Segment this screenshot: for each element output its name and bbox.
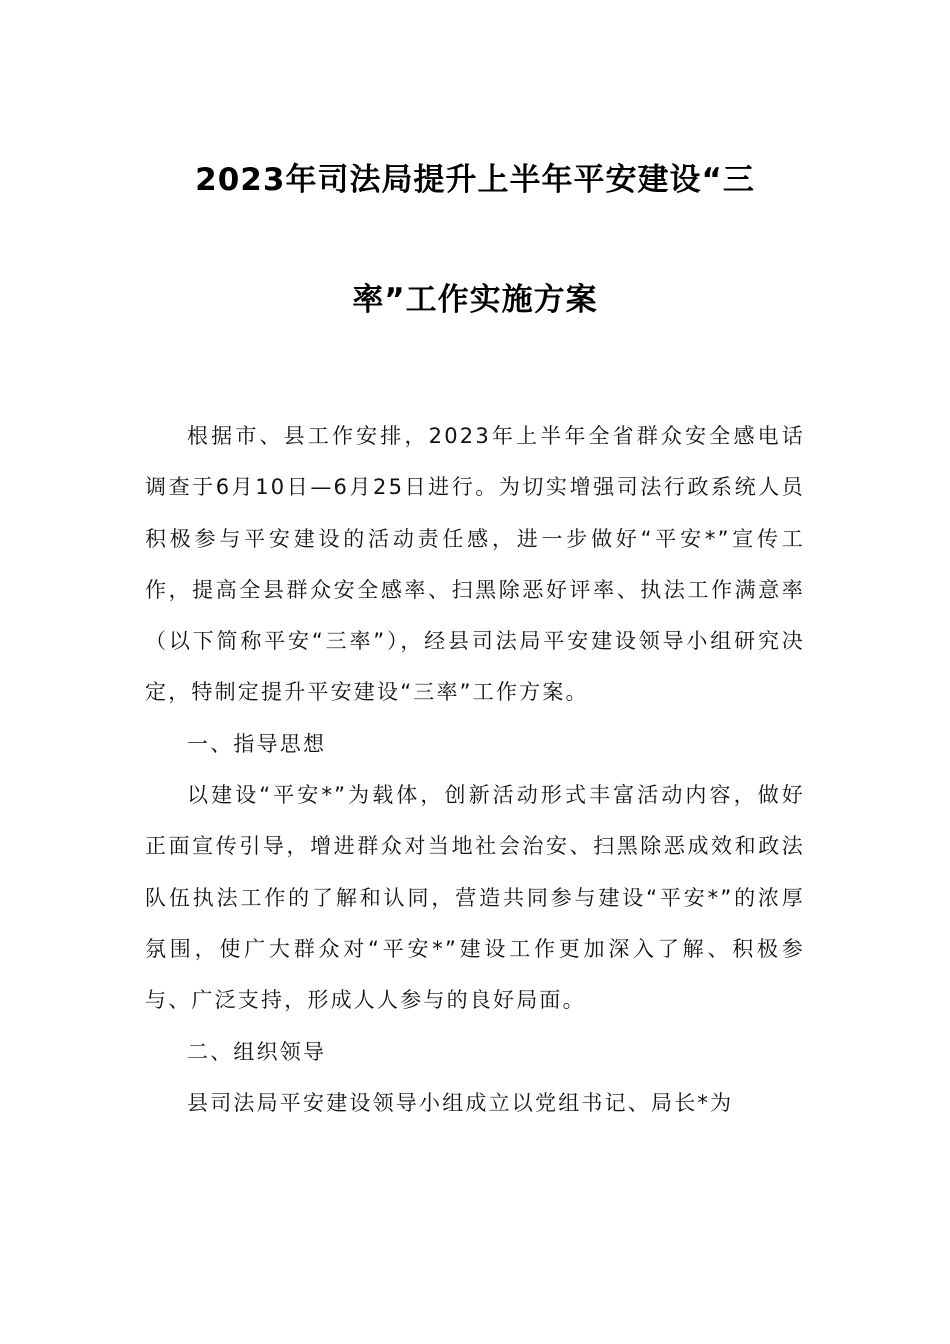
section-heading-guiding-ideology: 一、指导思想	[187, 731, 327, 756]
document-title-line-1: 2023年司法局提升上半年平安建设“三	[195, 162, 755, 198]
guiding-ideology-paragraph: 以建设“平安*”为载体，创新活动形式丰富活动内容，做好正面宣传引导，增进群众对当地社会治安、扫黑除恶成效和政法队伍执法工作的了解和认同，营造共同参与建设“平安*”的浓厚氛围，使广大群众对“平安*”建设工作更加深入了解、积极参与、广泛支持，形成人人参与的良好局面。	[145, 783, 805, 1013]
document-body	[145, 411, 805, 1129]
organization-paragraph: 县司法局平安建设领导小组成立以党组书记、局长*为	[187, 1090, 734, 1115]
section-heading-organization: 二、组织领导	[187, 1039, 327, 1064]
intro-paragraph: 根据市、县工作安排，2023年上半年全省群众安全感电话调查于6月10日—6月25日进行。为切实增强司法行政系统人员积极参与平安建设的活动责任感，进一步做好“平安*”宣传工作，提高全县群众安全感率、扫黑除恶好评率、执法工作满意率（以下简称平安“三率”），经县司法局平安建设领导小组研究决定，特制定提升平安建设“三率”工作方案。	[145, 424, 805, 705]
document-title-line-2: 率”工作实施方案	[352, 282, 598, 318]
